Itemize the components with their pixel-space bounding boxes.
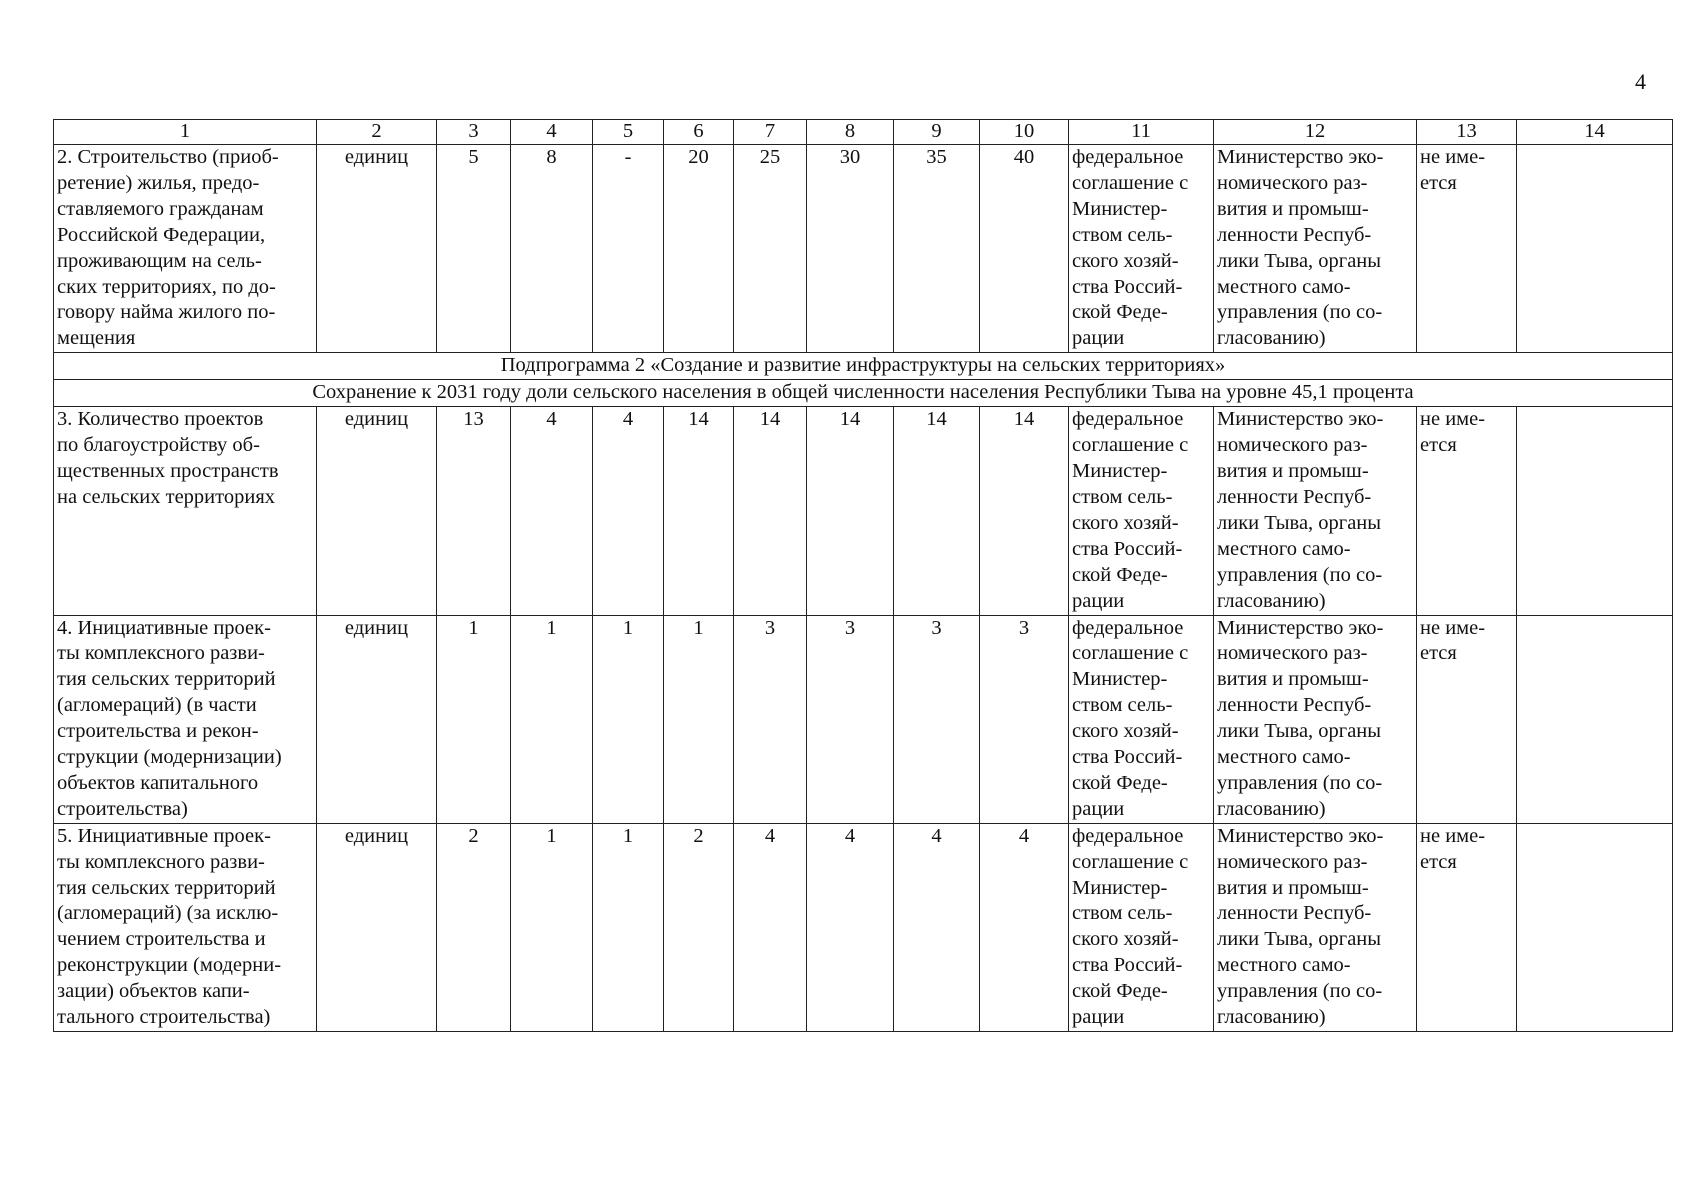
- basis-cell: федеральное соглашение с Министер- ством сель- ского хозяй- ства Россий- ской Феде- рации: [1069, 407, 1214, 615]
- value-cell: 2: [437, 823, 511, 1031]
- column-number-cell: 8: [807, 120, 894, 145]
- column-number-cell: 13: [1417, 120, 1517, 145]
- value-cell: 8: [511, 145, 593, 353]
- responsible-cell: Министерство эко- номического раз- вития и промыш- ленности Респуб- лики Тыва, органы местного само- управления (по со- гласованию): [1214, 823, 1417, 1031]
- col13-cell: не име- ется: [1417, 145, 1517, 353]
- value-cell: 14: [664, 407, 734, 615]
- col14-cell: [1517, 615, 1673, 823]
- unit-cell: единиц: [317, 823, 437, 1031]
- column-number-row: [54, 120, 1673, 145]
- value-cell: 1: [511, 823, 593, 1031]
- value-cell: 4: [807, 823, 894, 1031]
- column-number-cell: 5: [593, 120, 664, 145]
- value-cell: 35: [894, 145, 980, 353]
- value-cell: 4: [980, 823, 1069, 1031]
- responsible-cell: Министерство эко- номического раз- вития и промыш- ленности Респуб- лики Тыва, органы местного само- управления (по со- гласованию): [1214, 145, 1417, 353]
- table-row: [54, 615, 1673, 823]
- value-cell: 14: [894, 407, 980, 615]
- col14-cell: [1517, 823, 1673, 1031]
- unit-cell: единиц: [317, 145, 437, 353]
- value-cell: 1: [437, 615, 511, 823]
- value-cell: 30: [807, 145, 894, 353]
- col13-cell: не име- ется: [1417, 407, 1517, 615]
- indicator-name-cell: 5. Инициативные проек- ты комплексного разви- тия сельских территорий (агломераций) (за исклю- чением строительства и реконструкции (модерни- зации) объектов капи- тального строительства): [54, 823, 317, 1031]
- value-cell: 14: [807, 407, 894, 615]
- table-row: [54, 407, 1673, 615]
- value-cell: 2: [664, 823, 734, 1031]
- column-number-cell: 11: [1069, 120, 1214, 145]
- subprogram-title: Подпрограмма 2 «Создание и развитие инфраструктуры на сельских территориях»: [54, 353, 1673, 380]
- indicators-table: [53, 119, 1673, 1032]
- col14-cell: [1517, 407, 1673, 615]
- column-number-cell: 2: [317, 120, 437, 145]
- table-row: [54, 823, 1673, 1031]
- column-number-cell: 3: [437, 120, 511, 145]
- basis-cell: федеральное соглашение с Министер- ством сель- ского хозяй- ства Россий- ской Феде- рации: [1069, 615, 1214, 823]
- col13-cell: не име- ется: [1417, 823, 1517, 1031]
- col13-cell: не име- ется: [1417, 615, 1517, 823]
- value-cell: 3: [734, 615, 807, 823]
- column-number-cell: 4: [511, 120, 593, 145]
- indicator-name-cell: 4. Инициативные проек- ты комплексного разви- тия сельских территорий (агломераций) (в части строительства и рекон- струкции (модернизации) объектов капитального строительства): [54, 615, 317, 823]
- value-cell: -: [593, 145, 664, 353]
- unit-cell: единиц: [317, 615, 437, 823]
- value-cell: 4: [593, 407, 664, 615]
- basis-cell: федеральное соглашение с Министер- ством сель- ского хозяй- ства Россий- ской Феде- рации: [1069, 823, 1214, 1031]
- value-cell: 20: [664, 145, 734, 353]
- page-number: 4: [1635, 69, 1646, 94]
- value-cell: 1: [593, 823, 664, 1031]
- value-cell: 4: [894, 823, 980, 1031]
- column-number-cell: 6: [664, 120, 734, 145]
- unit-cell: единиц: [317, 407, 437, 615]
- value-cell: 4: [734, 823, 807, 1031]
- value-cell: 1: [511, 615, 593, 823]
- basis-cell: федеральное соглашение с Министер- ством сель- ского хозяй- ства Россий- ской Феде- рации: [1069, 145, 1214, 353]
- column-number-cell: 14: [1517, 120, 1673, 145]
- value-cell: 40: [980, 145, 1069, 353]
- indicator-name-cell: 3. Количество проектов по благоустройству об- щественных пространств на сельских территориях: [54, 407, 317, 615]
- responsible-cell: Министерство эко- номического раз- вития и промыш- ленности Респуб- лики Тыва, органы местного само- управления (по со- гласованию): [1214, 407, 1417, 615]
- value-cell: 1: [593, 615, 664, 823]
- column-number-cell: 7: [734, 120, 807, 145]
- goal-title: Сохранение к 2031 году доли сельского населения в общей численности населения Республики Тыва на уровне 45,1 процента: [54, 380, 1673, 407]
- column-number-cell: 12: [1214, 120, 1417, 145]
- value-cell: 25: [734, 145, 807, 353]
- value-cell: 14: [980, 407, 1069, 615]
- value-cell: 3: [980, 615, 1069, 823]
- value-cell: 1: [664, 615, 734, 823]
- value-cell: 13: [437, 407, 511, 615]
- value-cell: 3: [807, 615, 894, 823]
- column-number-cell: 9: [894, 120, 980, 145]
- col14-cell: [1517, 145, 1673, 353]
- responsible-cell: Министерство эко- номического раз- вития и промыш- ленности Респуб- лики Тыва, органы местного само- управления (по со- гласованию): [1214, 615, 1417, 823]
- goal-row: [54, 380, 1673, 407]
- table-row: [54, 145, 1673, 353]
- indicator-name-cell: 2. Строительство (приоб- ретение) жилья, предо- ставляемого гражданам Российской Федерации, проживающим на сель- ских территориях, по до- говору найма жилого по- мещения: [54, 145, 317, 353]
- column-number-cell: 1: [54, 120, 317, 145]
- column-number-cell: 10: [980, 120, 1069, 145]
- subprogram-row: [54, 353, 1673, 380]
- value-cell: 3: [894, 615, 980, 823]
- value-cell: 14: [734, 407, 807, 615]
- value-cell: 4: [511, 407, 593, 615]
- value-cell: 5: [437, 145, 511, 353]
